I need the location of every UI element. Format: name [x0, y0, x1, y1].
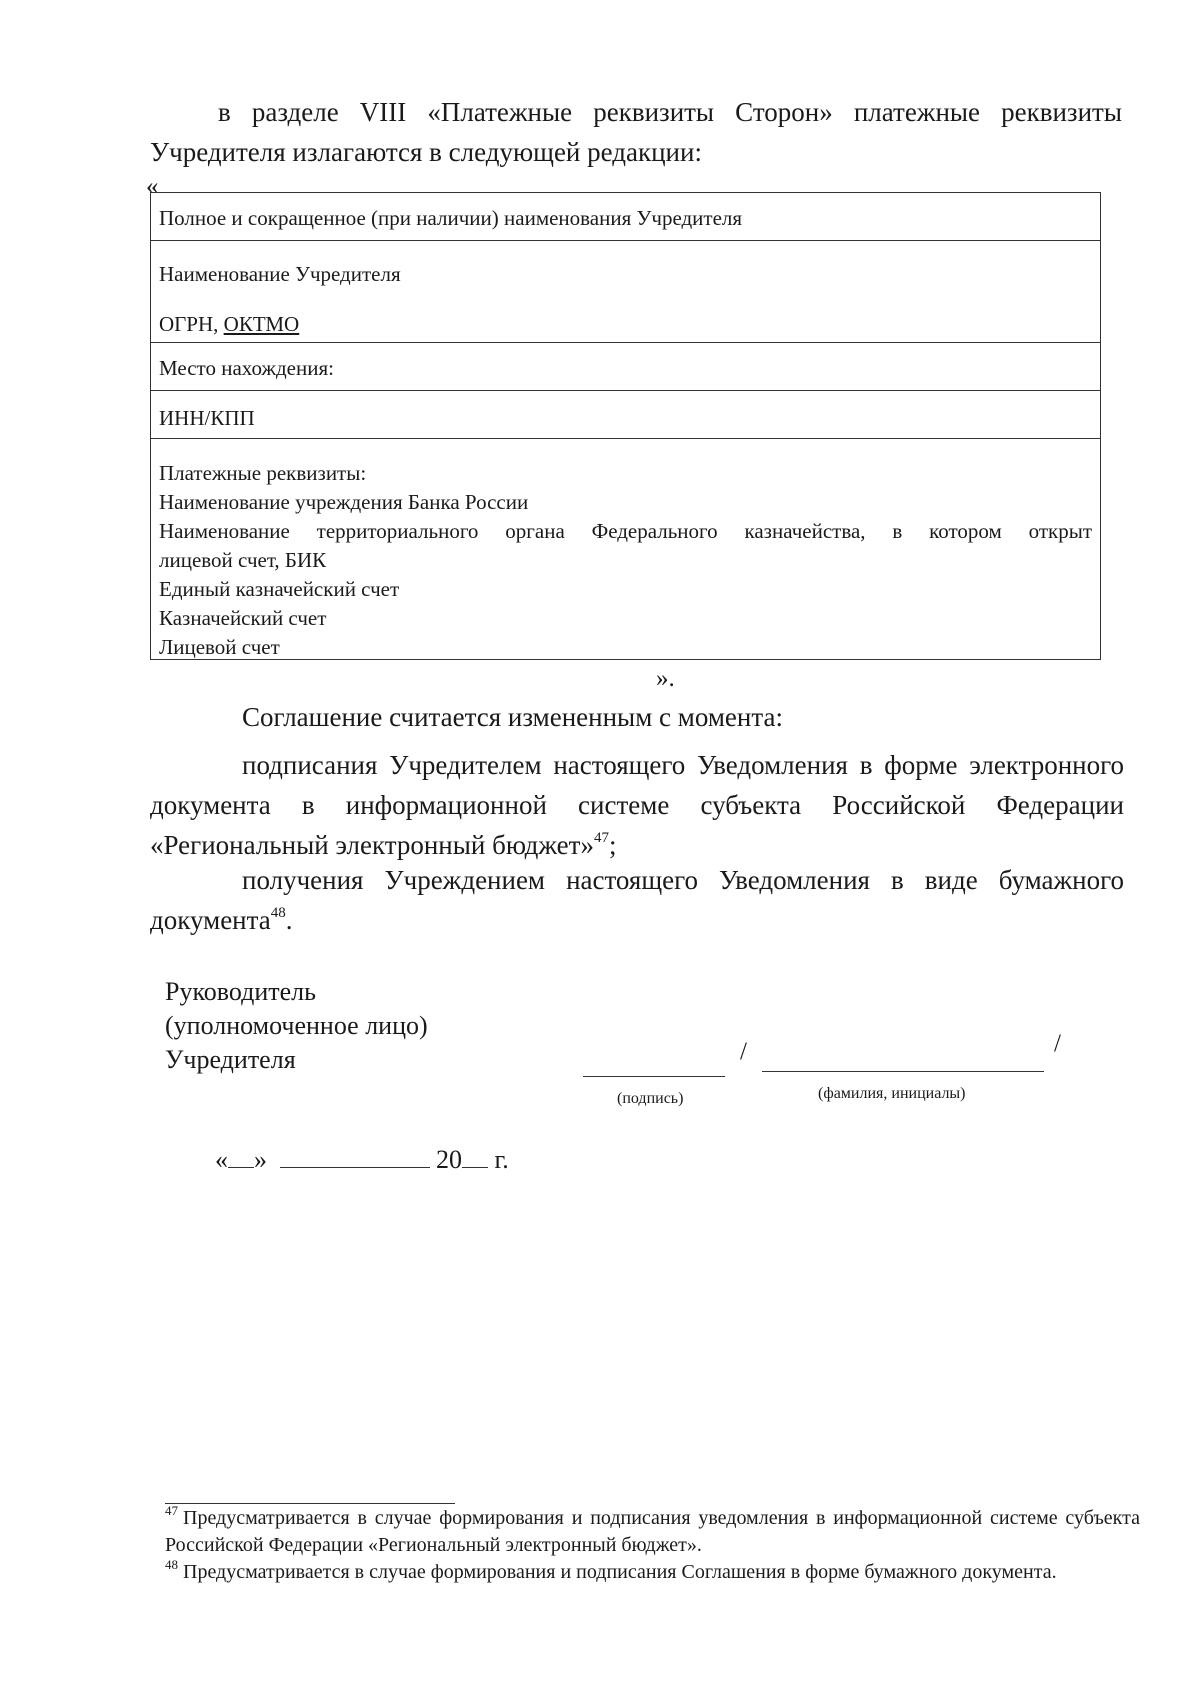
signature-line: [583, 1076, 725, 1077]
treasury-body-label-line2: лицевой счет, БИК: [159, 548, 327, 572]
signature-separator: /: [740, 1038, 747, 1065]
footnote-separator: [165, 1503, 455, 1504]
clause-electronic-signing: [150, 745, 1124, 865]
year-prefix: 20: [436, 1145, 462, 1174]
clause-electronic-end: ;: [608, 830, 617, 860]
date-line: [215, 1145, 509, 1175]
year-blank: [462, 1145, 488, 1168]
name-caption: (фамилия, инициалы): [818, 1085, 966, 1102]
table-row-location: [151, 343, 1100, 391]
ogrn-label: ОГРН,: [159, 312, 224, 336]
signer-line-3: Учредителя: [165, 1045, 296, 1074]
clause-paper-receipt: [150, 860, 1124, 940]
footnote-ref-48: 48: [270, 905, 286, 921]
bank-name-label: Наименование учреждения Банка России: [159, 490, 529, 514]
table-row-inn-kpp: [151, 391, 1100, 439]
intro-line-2: Учредителя излагаются в следующей редакции:: [150, 137, 702, 167]
footnote-47-number: 47: [165, 1503, 178, 1519]
footnotes: [165, 1505, 1140, 1586]
clause-paper-text: получения Учреждением настоящего Уведомления в виде бумажного документа: [150, 865, 1124, 935]
table-row-full-name: [151, 193, 1100, 241]
signer-line-2: (уполномоченное лицо): [165, 1011, 428, 1040]
oktmo-label: ОКТМО: [223, 312, 300, 336]
location-label: Место нахождения:: [159, 356, 334, 380]
table-row-founder-name: [151, 241, 1100, 343]
year-suffix: г.: [488, 1145, 509, 1174]
founder-name-label: Наименование Учредителя: [159, 262, 401, 286]
payment-details-heading: Платежные реквизиты:: [159, 461, 367, 485]
personal-account-label: Лицевой счет: [159, 635, 280, 659]
agreement-intro-text: Соглашение считается измененным с момента:: [242, 702, 783, 732]
day-blank: [228, 1145, 254, 1168]
signature-caption: (подпись): [617, 1090, 684, 1107]
single-treasury-account-label: Единый казначейский счет: [159, 577, 400, 601]
date-close-quote: »: [254, 1145, 267, 1174]
footnote-47: [165, 1505, 1140, 1559]
intro-line-1: в разделе VIII «Платежные реквизиты Сторон» платежные реквизиты: [218, 97, 1122, 127]
full-name-label: Полное и сокращенное (при наличии) наименования Учредителя: [159, 206, 743, 230]
month-blank: [280, 1145, 430, 1168]
table-row-payment-details: [151, 439, 1100, 659]
footnote-48: [165, 1559, 1140, 1586]
footnote-48-text: Предусматривается в случае формирования и подписания Соглашения в форме бумажного документа.: [183, 1561, 1057, 1583]
name-separator: /: [1054, 1030, 1061, 1057]
intro-paragraph: [150, 92, 1122, 172]
requisites-table: [150, 192, 1101, 660]
opening-quote: «: [146, 173, 159, 200]
agreement-intro: [150, 697, 1124, 737]
clause-electronic-text: подписания Учредителем настоящего Уведомления в форме электронного документа в информационной системе субъекта Российской Федерации «Региональный электронный бюджет»: [150, 750, 1124, 860]
signer-block: [165, 975, 428, 1077]
signer-line-1: Руководитель: [165, 977, 316, 1006]
closing-quote: ».: [656, 665, 675, 692]
ogrn-oktmo-label: [159, 309, 1092, 339]
name-line: [762, 1071, 1044, 1072]
footnote-ref-47: 47: [593, 830, 609, 846]
date-open-quote: «: [215, 1145, 228, 1174]
footnote-47-text: Предусматривается в случае формирования и подписания уведомления в информационной системе субъекта Российской Федерации «Региональный электронный бюджет».: [165, 1507, 1140, 1556]
clause-electronic-text-wrap: [150, 745, 1124, 865]
clause-paper-text-wrap: [150, 860, 1124, 940]
clause-paper-end: .: [285, 905, 293, 935]
footnote-48-number: 48: [165, 1557, 178, 1573]
treasury-body-label-line1: Наименование территориального органа Федерального казначейства, в котором открыт: [159, 519, 1092, 543]
treasury-account-label: Казначейский счет: [159, 606, 327, 630]
inn-kpp-label: ИНН/КПП: [159, 406, 255, 430]
